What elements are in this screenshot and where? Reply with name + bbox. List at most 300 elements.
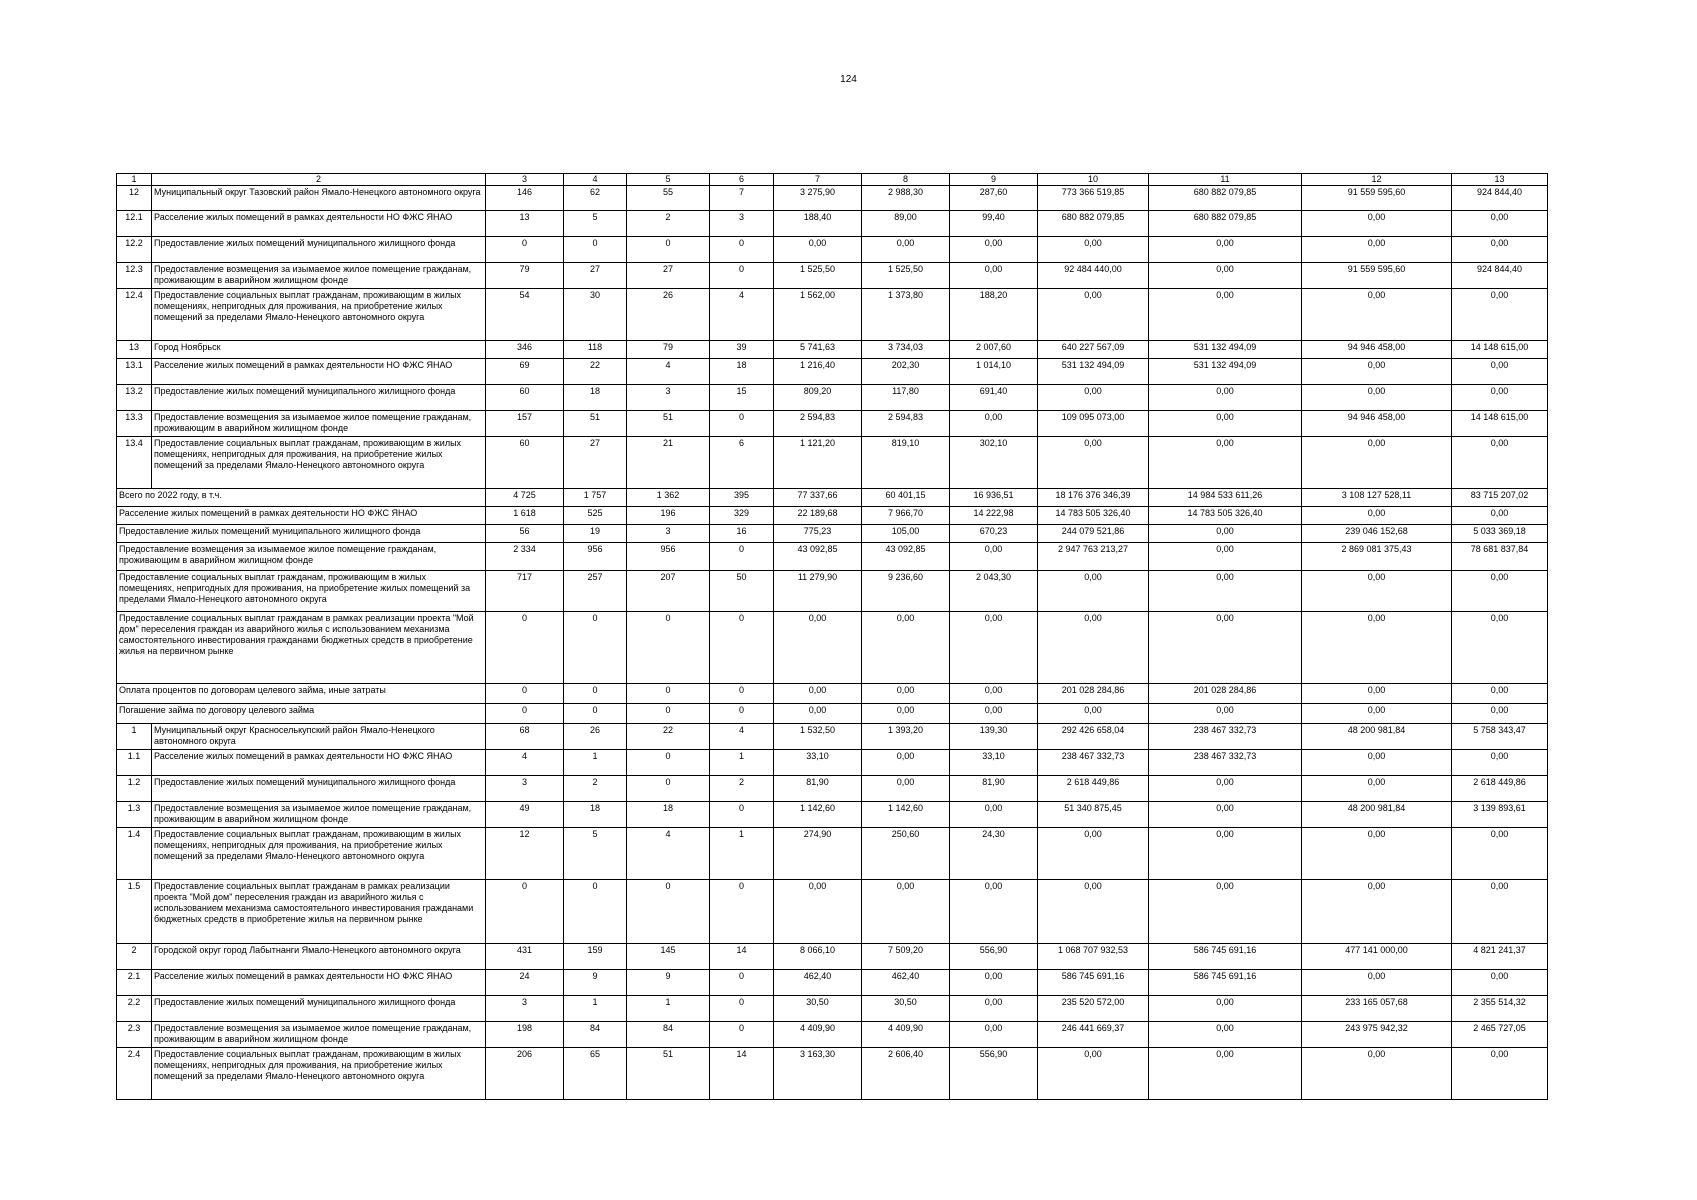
cell-value: 118: [564, 341, 627, 359]
cell-value: 238 467 332,73: [1149, 750, 1302, 776]
cell-value: 0,00: [950, 684, 1038, 704]
cell-value: 0,00: [1038, 828, 1149, 880]
row-name: Оплата процентов по договорам целевого займа, иные затраты: [117, 684, 486, 704]
cell-value: 531 132 494,09: [1149, 359, 1302, 385]
row-name: Предоставление жилых помещений муниципального жилищного фонда: [152, 776, 486, 802]
table-row: [117, 1048, 1548, 1100]
cell-value: 202,30: [862, 359, 950, 385]
cell-value: 0,00: [1149, 263, 1302, 289]
cell-value: 2: [627, 211, 710, 237]
cell-value: 0,00: [1149, 437, 1302, 489]
row-name: Расселение жилых помещений в рамках деятельности НО ФЖС ЯНАО: [152, 970, 486, 996]
cell-value: 0,00: [1038, 1048, 1149, 1100]
cell-value: 0,00: [950, 880, 1038, 944]
cell-value: 0,00: [1302, 1048, 1452, 1100]
row-number: 13: [117, 341, 152, 359]
cell-value: 0,00: [1452, 750, 1548, 776]
cell-value: 1 525,50: [862, 263, 950, 289]
cell-value: 79: [486, 263, 564, 289]
cell-value: 0,00: [1038, 880, 1149, 944]
cell-value: 3 139 893,61: [1452, 802, 1548, 828]
cell-value: 1 068 707 932,53: [1038, 944, 1149, 970]
table-row: [117, 525, 1548, 543]
cell-value: 2 947 763 213,27: [1038, 543, 1149, 571]
cell-value: 0,00: [950, 996, 1038, 1022]
cell-value: 0: [627, 704, 710, 724]
cell-value: 84: [564, 1022, 627, 1048]
cell-value: 3 734,03: [862, 341, 950, 359]
cell-value: 0,00: [1452, 704, 1548, 724]
cell-value: 292 426 658,04: [1038, 724, 1149, 750]
row-number: 12.4: [117, 289, 152, 341]
row-number: 1.4: [117, 828, 152, 880]
cell-value: 2 334: [486, 543, 564, 571]
cell-value: 0,00: [1038, 704, 1149, 724]
cell-value: 14 148 615,00: [1452, 341, 1548, 359]
row-name: Расселение жилых помещений в рамках деятельности НО ФЖС ЯНАО: [152, 359, 486, 385]
row-name: Предоставление жилых помещений муниципального жилищного фонда: [152, 237, 486, 263]
cell-value: 18: [710, 359, 774, 385]
cell-value: 0,00: [1302, 289, 1452, 341]
cell-value: 680 882 079,85: [1149, 211, 1302, 237]
cell-value: 4: [710, 289, 774, 341]
row-number: 13.1: [117, 359, 152, 385]
row-name: Расселение жилых помещений в рамках деятельности НО ФЖС ЯНАО: [152, 211, 486, 237]
cell-value: 680 882 079,85: [1149, 186, 1302, 211]
cell-value: 0,00: [862, 776, 950, 802]
cell-value: 0,00: [1038, 571, 1149, 612]
cell-value: 0: [486, 684, 564, 704]
cell-value: 159: [564, 944, 627, 970]
cell-value: 2 988,30: [862, 186, 950, 211]
column-number: 6: [710, 174, 774, 186]
table-row: [117, 489, 1548, 507]
cell-value: 0,00: [950, 612, 1038, 684]
cell-value: 2 869 081 375,43: [1302, 543, 1452, 571]
cell-value: 60 401,15: [862, 489, 950, 507]
row-name: Предоставление жилых помещений муниципального жилищного фонда: [152, 996, 486, 1022]
cell-value: 0: [710, 411, 774, 437]
table-row: [117, 750, 1548, 776]
table-row: [117, 571, 1548, 612]
row-name: Предоставление социальных выплат гражданам, проживающим в жилых помещениях, непригодных для проживания, на приобретение жилых помещений за пределами Ямало-Ненецкого автономного округа: [152, 289, 486, 341]
table-row: [117, 1022, 1548, 1048]
cell-value: 531 132 494,09: [1149, 341, 1302, 359]
cell-value: 1 532,50: [774, 724, 862, 750]
cell-value: 0,00: [1149, 776, 1302, 802]
cell-value: 0,00: [1452, 970, 1548, 996]
cell-value: 0,00: [774, 684, 862, 704]
cell-value: 2 594,83: [774, 411, 862, 437]
cell-value: 2 594,83: [862, 411, 950, 437]
cell-value: 956: [627, 543, 710, 571]
row-number: 2.4: [117, 1048, 152, 1100]
table-row: [117, 612, 1548, 684]
cell-value: 586 745 691,16: [1149, 944, 1302, 970]
cell-value: 956: [564, 543, 627, 571]
cell-value: 0: [710, 802, 774, 828]
cell-value: 0,00: [1302, 704, 1452, 724]
cell-value: 691,40: [950, 385, 1038, 411]
row-name: Предоставление социальных выплат гражданам, проживающим в жилых помещениях, непригодных для проживания, на приобретение жилых помещений за пределами Ямало-Ненецкого автономного округа: [117, 571, 486, 612]
cell-value: 0,00: [950, 543, 1038, 571]
cell-value: 51: [627, 1048, 710, 1100]
row-name: Город Ноябрьск: [152, 341, 486, 359]
cell-value: 0: [710, 1022, 774, 1048]
cell-value: 238 467 332,73: [1149, 724, 1302, 750]
cell-value: 18: [564, 385, 627, 411]
cell-value: 105,00: [862, 525, 950, 543]
row-number: 1.1: [117, 750, 152, 776]
row-name: Предоставление возмещения за изымаемое жилое помещение гражданам, проживающим в аварийном жилищном фонде: [152, 411, 486, 437]
cell-value: 531 132 494,09: [1038, 359, 1149, 385]
table-row: [117, 776, 1548, 802]
cell-value: 250,60: [862, 828, 950, 880]
cell-value: 0,00: [1302, 880, 1452, 944]
cell-value: 9 236,60: [862, 571, 950, 612]
cell-value: 206: [486, 1048, 564, 1100]
row-name: Погашение займа по договору целевого займа: [117, 704, 486, 724]
table-row: [117, 211, 1548, 237]
cell-value: 92 484 440,00: [1038, 263, 1149, 289]
cell-value: 24: [486, 970, 564, 996]
cell-value: 2 007,60: [950, 341, 1038, 359]
cell-value: 14 984 533 611,26: [1149, 489, 1302, 507]
row-number: 1.5: [117, 880, 152, 944]
cell-value: 49: [486, 802, 564, 828]
cell-value: 287,60: [950, 186, 1038, 211]
cell-value: 0,00: [1149, 525, 1302, 543]
cell-value: 39: [710, 341, 774, 359]
cell-value: 0,00: [1149, 1048, 1302, 1100]
cell-value: 84: [627, 1022, 710, 1048]
cell-value: 14 222,98: [950, 507, 1038, 525]
cell-value: 50: [710, 571, 774, 612]
cell-value: 0: [486, 237, 564, 263]
row-name: Городской округ город Лабытнанги Ямало-Ненецкого автономного округа: [152, 944, 486, 970]
cell-value: 0: [486, 704, 564, 724]
cell-value: 556,90: [950, 944, 1038, 970]
cell-value: 201 028 284,86: [1038, 684, 1149, 704]
cell-value: 0: [486, 612, 564, 684]
cell-value: 0: [710, 996, 774, 1022]
cell-value: 0,00: [862, 684, 950, 704]
cell-value: 56: [486, 525, 564, 543]
cell-value: 0,00: [862, 612, 950, 684]
cell-value: 3 108 127 528,11: [1302, 489, 1452, 507]
cell-value: 0: [710, 612, 774, 684]
cell-value: 0: [564, 684, 627, 704]
cell-value: 0,00: [1452, 1048, 1548, 1100]
cell-value: 27: [564, 437, 627, 489]
cell-value: 62: [564, 186, 627, 211]
cell-value: 0: [564, 704, 627, 724]
cell-value: 1 142,60: [774, 802, 862, 828]
cell-value: 257: [564, 571, 627, 612]
cell-value: 0,00: [950, 263, 1038, 289]
cell-value: 3: [627, 525, 710, 543]
cell-value: 431: [486, 944, 564, 970]
cell-value: 1: [710, 750, 774, 776]
table-row: [117, 704, 1548, 724]
cell-value: 78 681 837,84: [1452, 543, 1548, 571]
cell-value: 4 725: [486, 489, 564, 507]
cell-value: 1: [627, 996, 710, 1022]
cell-value: 525: [564, 507, 627, 525]
cell-value: 302,10: [950, 437, 1038, 489]
cell-value: 329: [710, 507, 774, 525]
cell-value: 0,00: [862, 880, 950, 944]
table-row: [117, 880, 1548, 944]
cell-value: 26: [627, 289, 710, 341]
cell-value: 1 373,80: [862, 289, 950, 341]
table-row: [117, 411, 1548, 437]
cell-value: 0,00: [950, 1022, 1038, 1048]
cell-value: 0,00: [1149, 411, 1302, 437]
cell-value: 2 618 449,86: [1452, 776, 1548, 802]
cell-value: 55: [627, 186, 710, 211]
cell-value: 0,00: [1149, 543, 1302, 571]
cell-value: 48 200 981,84: [1302, 724, 1452, 750]
cell-value: 27: [564, 263, 627, 289]
cell-value: 0: [627, 612, 710, 684]
cell-value: 14 783 505 326,40: [1038, 507, 1149, 525]
cell-value: 139,30: [950, 724, 1038, 750]
cell-value: 0,00: [1452, 385, 1548, 411]
cell-value: 1: [710, 828, 774, 880]
table-row: [117, 684, 1548, 704]
table-row: [117, 944, 1548, 970]
cell-value: 0: [627, 684, 710, 704]
cell-value: 0: [710, 543, 774, 571]
cell-value: 0,00: [1149, 289, 1302, 341]
cell-value: 235 520 572,00: [1038, 996, 1149, 1022]
table-row: [117, 802, 1548, 828]
cell-value: 0: [564, 237, 627, 263]
cell-value: 14: [710, 1048, 774, 1100]
cell-value: 0,00: [1302, 828, 1452, 880]
cell-value: 809,20: [774, 385, 862, 411]
cell-value: 22 189,68: [774, 507, 862, 525]
cell-value: 3: [710, 211, 774, 237]
cell-value: 15: [710, 385, 774, 411]
cell-value: 775,23: [774, 525, 862, 543]
cell-value: 4: [710, 724, 774, 750]
row-name: Предоставление возмещения за изымаемое жилое помещение гражданам, проживающим в аварийном жилищном фонде: [152, 1022, 486, 1048]
cell-value: 0,00: [950, 237, 1038, 263]
cell-value: 0,00: [1038, 237, 1149, 263]
cell-value: 91 559 595,60: [1302, 186, 1452, 211]
cell-value: 8 066,10: [774, 944, 862, 970]
row-name: Всего по 2022 году, в т.ч.: [117, 489, 486, 507]
cell-value: 3: [486, 996, 564, 1022]
row-name: Предоставление социальных выплат гражданам, проживающим в жилых помещениях, непригодных для проживания, на приобретение жилых помещений за пределами Ямало-Ненецкого автономного округа: [152, 437, 486, 489]
cell-value: 0,00: [1038, 289, 1149, 341]
cell-value: 680 882 079,85: [1038, 211, 1149, 237]
cell-value: 109 095 073,00: [1038, 411, 1149, 437]
cell-value: 79: [627, 341, 710, 359]
table-row: [117, 385, 1548, 411]
cell-value: 146: [486, 186, 564, 211]
cell-value: 33,10: [950, 750, 1038, 776]
cell-value: 477 141 000,00: [1302, 944, 1452, 970]
cell-value: 14 148 615,00: [1452, 411, 1548, 437]
cell-value: 19: [564, 525, 627, 543]
cell-value: 233 165 057,68: [1302, 996, 1452, 1022]
cell-value: 16 936,51: [950, 489, 1038, 507]
cell-value: 30: [564, 289, 627, 341]
cell-value: 33,10: [774, 750, 862, 776]
column-number: 3: [486, 174, 564, 186]
cell-value: 22: [627, 724, 710, 750]
cell-value: 0,00: [1302, 750, 1452, 776]
cell-value: 16: [710, 525, 774, 543]
cell-value: 556,90: [950, 1048, 1038, 1100]
cell-value: 94 946 458,00: [1302, 341, 1452, 359]
cell-value: 0,00: [1302, 211, 1452, 237]
cell-value: 0,00: [774, 237, 862, 263]
cell-value: 12: [486, 828, 564, 880]
column-number: 1: [117, 174, 152, 186]
cell-value: 0,00: [950, 802, 1038, 828]
cell-value: 0: [627, 776, 710, 802]
row-number: 12.1: [117, 211, 152, 237]
cell-value: 9: [627, 970, 710, 996]
row-name: Предоставление социальных выплат гражданам в рамках реализации проекта "Мой дом" переселения граждан из аварийного жилья с использованием механизма самостоятельного инвестирования гражданами бюджетных средств в приобретение жилья на первичном рынке: [152, 880, 486, 944]
cell-value: 0,00: [1452, 237, 1548, 263]
cell-value: 0,00: [862, 750, 950, 776]
row-name: Расселение жилых помещений в рамках деятельности НО ФЖС ЯНАО: [117, 507, 486, 525]
cell-value: 0,00: [1452, 289, 1548, 341]
cell-value: 0,00: [1452, 211, 1548, 237]
cell-value: 1 216,40: [774, 359, 862, 385]
cell-value: 1 562,00: [774, 289, 862, 341]
cell-value: 0,00: [1302, 571, 1452, 612]
column-number: 2: [152, 174, 486, 186]
cell-value: 0,00: [1452, 571, 1548, 612]
cell-value: 0,00: [1452, 684, 1548, 704]
cell-value: 1 757: [564, 489, 627, 507]
cell-value: 0,00: [1149, 828, 1302, 880]
cell-value: 27: [627, 263, 710, 289]
cell-value: 30,50: [862, 996, 950, 1022]
cell-value: 0: [564, 880, 627, 944]
cell-value: 7 509,20: [862, 944, 950, 970]
cell-value: 9: [564, 970, 627, 996]
cell-value: 117,80: [862, 385, 950, 411]
cell-value: 26: [564, 724, 627, 750]
cell-value: 0,00: [1149, 802, 1302, 828]
cell-value: 0,00: [1302, 684, 1452, 704]
row-number: 1.3: [117, 802, 152, 828]
cell-value: 13: [486, 211, 564, 237]
cell-value: 2 606,40: [862, 1048, 950, 1100]
row-number: 13.3: [117, 411, 152, 437]
cell-value: 0,00: [1452, 612, 1548, 684]
row-name: Муниципальный округ Красноселькупский район Ямало-Ненецкого автономного округа: [152, 724, 486, 750]
cell-value: 5: [564, 828, 627, 880]
cell-value: 0,00: [1452, 880, 1548, 944]
cell-value: 586 745 691,16: [1038, 970, 1149, 996]
cell-value: 1 362: [627, 489, 710, 507]
table-row: [117, 543, 1548, 571]
row-name: Предоставление социальных выплат гражданам, проживающим в жилых помещениях, непригодных для проживания, на приобретение жилых помещений за пределами Ямало-Ненецкого автономного округа: [152, 828, 486, 880]
row-name: Предоставление социальных выплат гражданам, проживающим в жилых помещениях, непригодных для проживания, на приобретение жилых помещений за пределами Ямало-Ненецкого автономного округа: [152, 1048, 486, 1100]
cell-value: 3: [627, 385, 710, 411]
cell-value: 21: [627, 437, 710, 489]
cell-value: 0,00: [1038, 437, 1149, 489]
column-number: 10: [1038, 174, 1149, 186]
table-body: [117, 174, 1548, 1100]
cell-value: 0: [710, 684, 774, 704]
cell-value: 0,00: [1452, 507, 1548, 525]
column-number: 7: [774, 174, 862, 186]
cell-value: 4: [627, 828, 710, 880]
cell-value: 60: [486, 437, 564, 489]
row-number: 13.4: [117, 437, 152, 489]
cell-value: 77 337,66: [774, 489, 862, 507]
cell-value: 14 783 505 326,40: [1149, 507, 1302, 525]
cell-value: 145: [627, 944, 710, 970]
cell-value: 1: [564, 750, 627, 776]
cell-value: 7: [710, 186, 774, 211]
cell-value: 346: [486, 341, 564, 359]
cell-value: 1 142,60: [862, 802, 950, 828]
cell-value: 0: [710, 704, 774, 724]
cell-value: 1 525,50: [774, 263, 862, 289]
cell-value: 0,00: [1149, 385, 1302, 411]
cell-value: 18: [627, 802, 710, 828]
cell-value: 0,00: [1302, 359, 1452, 385]
cell-value: 0: [564, 612, 627, 684]
cell-value: 0: [710, 880, 774, 944]
cell-value: 0,00: [1149, 704, 1302, 724]
cell-value: 1 014,10: [950, 359, 1038, 385]
cell-value: 0,00: [774, 704, 862, 724]
cell-value: 239 046 152,68: [1302, 525, 1452, 543]
table-row: [117, 263, 1548, 289]
row-number: 2.3: [117, 1022, 152, 1048]
row-name: Предоставление жилых помещений муниципального жилищного фонда: [152, 385, 486, 411]
cell-value: 18: [564, 802, 627, 828]
cell-value: 0,00: [774, 612, 862, 684]
cell-value: 0: [627, 237, 710, 263]
cell-value: 43 092,85: [774, 543, 862, 571]
cell-value: 819,10: [862, 437, 950, 489]
row-name: Муниципальный округ Тазовский район Ямало-Ненецкого автономного округа: [152, 186, 486, 211]
cell-value: 0,00: [1452, 437, 1548, 489]
cell-value: 83 715 207,02: [1452, 489, 1548, 507]
cell-value: 0,00: [1302, 507, 1452, 525]
row-name: Предоставление возмещения за изымаемое жилое помещение гражданам, проживающим в аварийном жилищном фонде: [117, 543, 486, 571]
cell-value: 4 409,90: [774, 1022, 862, 1048]
cell-value: 773 366 519,85: [1038, 186, 1149, 211]
cell-value: 81,90: [950, 776, 1038, 802]
row-name: Предоставление возмещения за изымаемое жилое помещение гражданам, проживающим в аварийном жилищном фонде: [152, 802, 486, 828]
cell-value: 0: [486, 880, 564, 944]
cell-value: 462,40: [862, 970, 950, 996]
table-row: [117, 289, 1548, 341]
cell-value: 0,00: [1452, 828, 1548, 880]
cell-value: 7 966,70: [862, 507, 950, 525]
cell-value: 0,00: [1038, 612, 1149, 684]
cell-value: 640 227 567,09: [1038, 341, 1149, 359]
cell-value: 0,00: [862, 704, 950, 724]
cell-value: 0,00: [1149, 237, 1302, 263]
cell-value: 395: [710, 489, 774, 507]
cell-value: 65: [564, 1048, 627, 1100]
column-number: 13: [1452, 174, 1548, 186]
